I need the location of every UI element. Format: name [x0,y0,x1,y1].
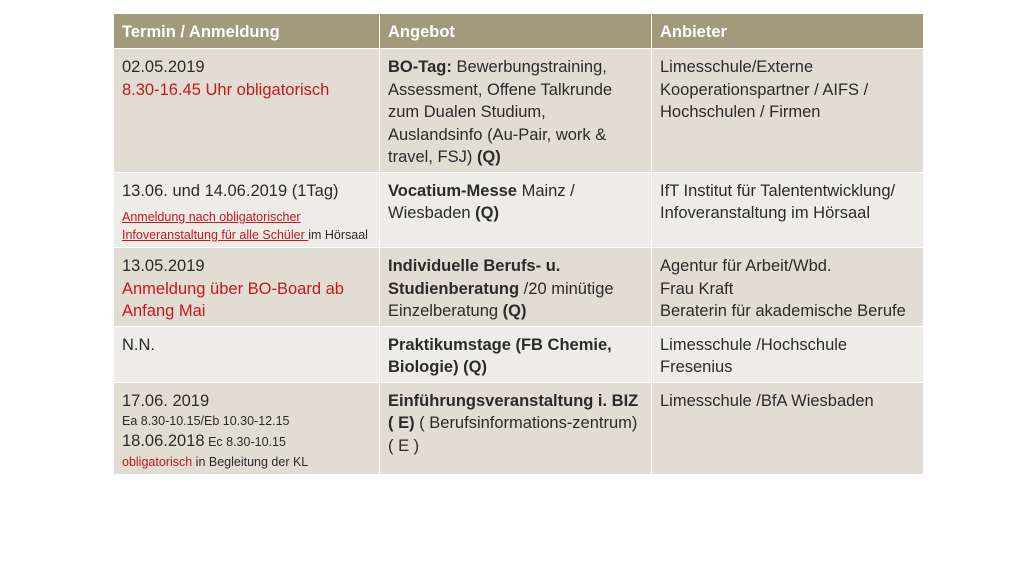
table-row [114,326,924,382]
table-row [114,49,924,173]
offer-text: Mainz / Wiesbaden [388,181,575,222]
row-date-note: 8.30-16.45 Uhr obligatorisch [122,80,330,99]
provider-line: Frau Kraft [660,279,734,298]
cell-termin [114,326,380,382]
cell-angebot [380,172,652,248]
cell-anbieter [652,49,924,173]
row-date-note: Anmeldung über BO-Board ab Anfang Mai [122,279,344,320]
offer-title: Individuelle Berufs- u. Studienberatung [388,257,561,298]
table-row [114,172,924,248]
cell-anbieter [652,326,924,382]
cell-anbieter [652,248,924,327]
row-note-rest: im Hörsaal [308,228,368,242]
cell-angebot [380,326,652,382]
offer-text: /20 minütige Einzelberatung [388,279,614,320]
row-date: 13.06. und 14.06.2019 (1Tag) [122,181,339,200]
provider-line: Beraterin für akademische Berufe [660,302,906,320]
registration-link[interactable]: Anmeldung nach obligatorischer Infoveranstaltung für alle Schüler [122,210,309,242]
provider-line: Agentur für Arbeit/Wbd. [660,257,832,275]
row-note-required: obligatorisch [122,454,193,469]
provider-text: Limesschule/Externe Kooperationspartner / AIFS / Hochschulen / Firmen [660,58,869,121]
schedule-table [113,13,924,475]
row-note [122,208,371,244]
row-date: 02.05.2019 [122,58,205,76]
offer-title: Praktikumstage (FB Chemie, Biologie) (Q) [388,335,612,376]
header-anbieter: Anbieter [652,14,924,49]
row-note-rest: in Begleitung der KL [192,454,309,469]
provider-text: Limesschule /BfA Wiesbaden [660,391,874,410]
row-date-2-value: 18.06.2018 [122,432,205,450]
cell-termin [114,172,380,248]
offer-tag: (Q) [475,204,499,222]
cell-angebot [380,382,652,474]
table-header-row [114,14,924,49]
offer-text: Bewerbungstraining, Assessment, Offene Talkrunde zum Dualen Studium, Auslandsinfo (Au-Pair, work & travel, FSJ) [388,58,613,166]
cell-termin [114,49,380,173]
offer-title: Vocatium-Messe [388,181,517,200]
provider-text: Limesschule /Hochschule Fresenius [660,335,848,376]
row-time: Ea 8.30-10.15/Eb 10.30-12.15 [122,414,290,428]
row-date-2 [122,430,371,453]
provider-text: IfT Institut für Talententwicklung/ Infoveranstaltung im Hörsaal [660,181,896,222]
row-date: 13.05.2019 [122,257,205,275]
row-note [122,453,371,471]
table-row [114,382,924,474]
cell-anbieter [652,172,924,248]
offer-title: BO-Tag: [388,58,452,76]
offer-tag: (Q) [476,148,501,166]
cell-anbieter [652,382,924,474]
row-time-2: Ec 8.30-10.15 [204,435,286,449]
header-angebot: Angebot [380,14,652,49]
cell-termin [114,248,380,327]
offer-text: ( Berufsinformations-zentrum) ( E ) [388,414,638,455]
header-termin: Termin / Anmeldung [114,14,380,49]
cell-termin [114,382,380,474]
offer-tag: (Q) [502,302,527,320]
cell-angebot [380,248,652,327]
table-row [114,248,924,327]
row-date: N.N. [122,335,155,354]
cell-angebot [380,49,652,173]
row-date: 17.06. 2019 [122,391,210,410]
offer-title: Einführungsveranstaltung i. BIZ ( E) [388,391,639,432]
